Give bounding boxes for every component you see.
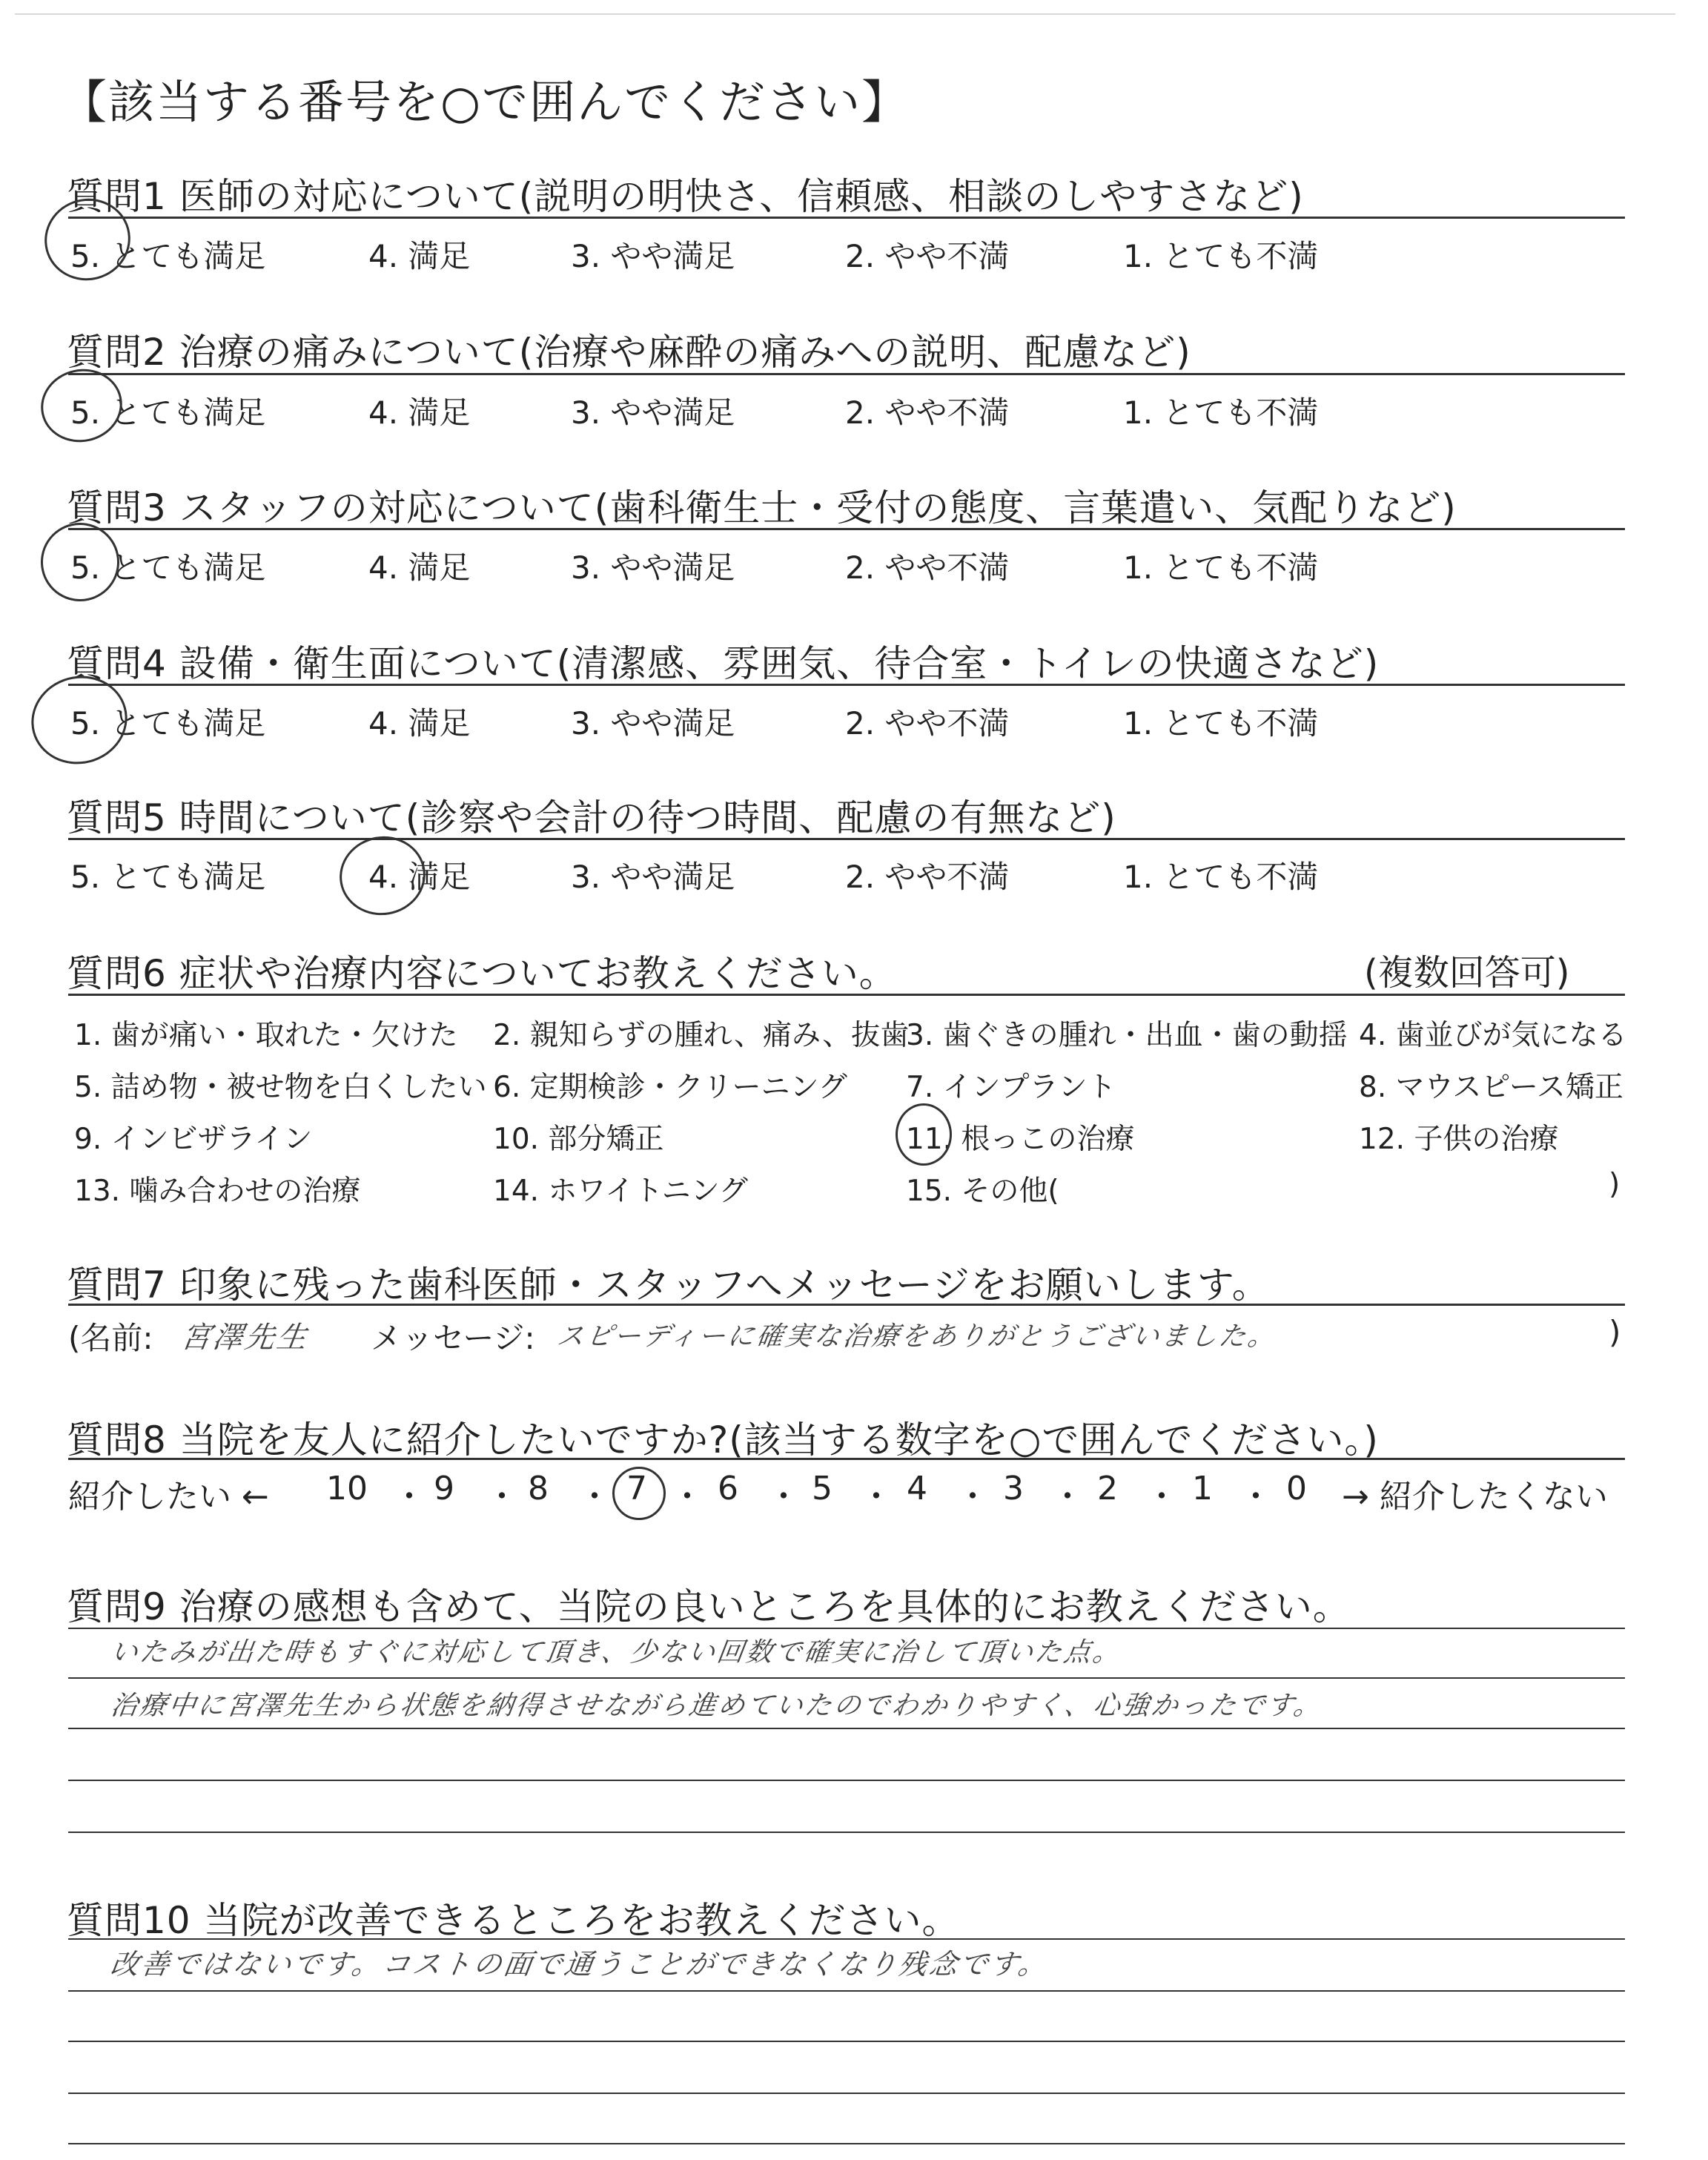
q6-item-1[interactable]: 1. 歯が痛い・取れた・欠けた [74,1019,458,1052]
q8-scale-separator: ・ [393,1478,426,1516]
q10-line [68,2093,1625,2094]
q8-title: 質問8 当院を友人に紹介したいですか?(該当する数字を○で囲んでください。) [67,1418,1379,1462]
q6-multi-answer-note: (複数回答可) [1364,952,1570,994]
q8-scale-0[interactable]: 0 [1286,1470,1307,1507]
q5-option-4[interactable]: 4. 満足 [368,859,471,895]
q7-title: 質問7 印象に残った歯科医師・スタッフへメッセージをお願いします。 [67,1264,1270,1307]
q5-rule [68,838,1625,840]
q7-name-label: (名前: [68,1320,153,1356]
q2-option-5[interactable]: 5. とても満足 [70,394,266,431]
q6-item-2[interactable]: 2. 親知らずの腫れ、痛み、抜歯 [493,1019,910,1052]
q6-item-11[interactable]: 11. 根っこの治療 [906,1123,1135,1156]
q5-title: 質問5 時間について(診察や会計の待つ時間、配慮の有無など) [67,796,1116,839]
q8-scale-separator: ・ [486,1478,518,1516]
q7-name-value[interactable]: 宮澤先生 [179,1321,311,1355]
q8-rule [68,1458,1625,1460]
page-top-border [15,13,1675,15]
q9-title: 質問9 治療の感想も含めて、当院の良いところを具体的にお教えください。 [67,1585,1351,1628]
q4-option-4[interactable]: 4. 満足 [368,705,471,742]
q8-scale-4[interactable]: 4 [907,1470,927,1507]
q8-scale-separator: ・ [1239,1478,1272,1516]
q5-option-2[interactable]: 2. やや不満 [845,859,1010,895]
q2-option-4[interactable]: 4. 満足 [368,394,471,431]
q6-item-13[interactable]: 13. 噛み合わせの治療 [74,1175,361,1208]
q4-title: 質問4 設備・衛生面について(清潔感、雰囲気、待合室・トイレの快適さなど) [67,642,1380,685]
q8-scale-separator: ・ [671,1478,704,1516]
q3-option-2[interactable]: 2. やや不満 [845,549,1010,586]
q6-item-4[interactable]: 4. 歯並びが気になる [1359,1019,1627,1052]
q6-item-3[interactable]: 3. 歯ぐきの腫れ・出血・歯の動揺 [906,1019,1348,1052]
q7-close-paren: ) [1609,1314,1621,1350]
q3-option-5[interactable]: 5. とても満足 [70,549,266,586]
q8-scale-7[interactable]: 7 [626,1470,647,1507]
q9-line [68,1628,1625,1629]
q3-option-3[interactable]: 3. やや満足 [571,549,735,586]
q7-rule [68,1304,1625,1306]
q9-line [68,1677,1625,1679]
q1-option-4[interactable]: 4. 満足 [368,238,471,274]
q8-scale-5[interactable]: 5 [812,1470,833,1507]
q1-option-2[interactable]: 2. やや不満 [845,238,1010,274]
q8-scale-9[interactable]: 9 [434,1470,454,1507]
q1-option-1[interactable]: 1. とても不満 [1123,238,1319,274]
q2-option-2[interactable]: 2. やや不満 [845,394,1010,431]
q8-scale-separator: ・ [860,1478,893,1516]
q10-title: 質問10 当院が改善できるところをお教えください。 [67,1899,960,1942]
q8-scale-separator: ・ [767,1478,800,1516]
q6-item-10[interactable]: 10. 部分矯正 [493,1123,664,1156]
q2-title: 質問2 治療の痛みについて(治療や麻酔の痛みへの説明、配慮など) [67,331,1191,374]
q8-scale-1[interactable]: 1 [1192,1470,1213,1507]
q3-rule [68,528,1625,530]
q9-line [68,1780,1625,1781]
q4-option-2[interactable]: 2. やや不満 [845,705,1010,742]
q8-right-label: → 紹介したくない [1342,1478,1608,1516]
q4-rule [68,684,1625,686]
q9-answer-line-2[interactable]: 治療中に宮澤先生から状態を納得させながら進めていたのでわかりやすく、心強かったです。 [108,1691,1325,1721]
q8-scale-separator: ・ [1051,1478,1084,1516]
q1-option-3[interactable]: 3. やや満足 [571,238,735,274]
q6-item-14[interactable]: 14. ホワイトニング [493,1175,748,1208]
q5-option-5[interactable]: 5. とても満足 [70,859,266,895]
q8-scale-6[interactable]: 6 [718,1470,738,1507]
q9-answer-line-1[interactable]: いたみが出た時もすぐに対応して頂き、少ない回数で確実に治して頂いた点。 [108,1637,1125,1668]
q6-item-7[interactable]: 7. インプラント [906,1071,1116,1104]
q8-left-label: 紹介したい ← [68,1478,269,1516]
q10-answer-line-1[interactable]: 改善ではないです。コストの面で通うことができなくなり残念です。 [108,1948,1051,1981]
q5-selection-circle [334,830,432,922]
page-title: 【該当する番号を○で囲んでください】 [61,75,910,129]
q7-message-label: メッセージ: [371,1320,535,1356]
q8-scale-10[interactable]: 10 [326,1470,368,1507]
q8-scale-3[interactable]: 3 [1003,1470,1024,1507]
q5-option-3[interactable]: 3. やや満足 [571,859,735,895]
q3-option-4[interactable]: 4. 満足 [368,549,471,586]
q8-scale-2[interactable]: 2 [1097,1470,1118,1507]
q2-rule [68,373,1625,375]
q4-option-3[interactable]: 3. やや満足 [571,705,735,742]
q6-item-15[interactable]: 15. その他( [906,1175,1059,1208]
q6-item-12[interactable]: 12. 子供の治療 [1359,1123,1559,1156]
q10-line [68,2041,1625,2042]
q6-item-9[interactable]: 9. インビザライン [74,1123,313,1156]
q6-rule [68,994,1625,996]
q6-title: 質問6 症状や治療内容についてお教えください。 [67,952,897,995]
q6-item-5[interactable]: 5. 詰め物・被せ物を白くしたい [74,1071,487,1104]
q1-title: 質問1 医師の対応について(説明の明快さ、信頼感、相談のしやすさなど) [67,175,1304,218]
q6-item-15-close: ) [1609,1168,1621,1201]
q4-option-1[interactable]: 1. とても不満 [1123,705,1319,742]
q7-message-value[interactable]: スピーディーに確実な治療をありがとうございました。 [555,1321,1280,1352]
q6-item-8[interactable]: 8. マウスピース矯正 [1359,1071,1623,1104]
q10-line [68,1990,1625,1992]
q8-selection-circle [612,1467,666,1520]
q4-option-5[interactable]: 5. とても満足 [70,705,266,742]
q10-line [68,2143,1625,2144]
q1-option-5[interactable]: 5. とても満足 [70,238,266,274]
q5-option-1[interactable]: 1. とても不満 [1123,859,1319,895]
q8-scale-separator: ・ [1145,1478,1178,1516]
q9-line [68,1728,1625,1729]
q8-scale-separator: ・ [578,1478,611,1516]
q1-rule [68,217,1625,219]
q9-line [68,1832,1625,1833]
q3-option-1[interactable]: 1. とても不満 [1123,549,1319,586]
q2-option-3[interactable]: 3. やや満足 [571,394,735,431]
q6-item-6[interactable]: 6. 定期検診・クリーニング [493,1071,847,1104]
q10-line [68,1938,1625,1940]
q8-scale-separator: ・ [956,1478,989,1516]
q2-option-1[interactable]: 1. とても不満 [1123,394,1319,431]
q6-selection-circle [896,1103,952,1166]
q8-scale-8[interactable]: 8 [528,1470,549,1507]
q3-title: 質問3 スタッフの対応について(歯科衛生士・受付の態度、言葉遣い、気配りなど) [67,486,1457,529]
